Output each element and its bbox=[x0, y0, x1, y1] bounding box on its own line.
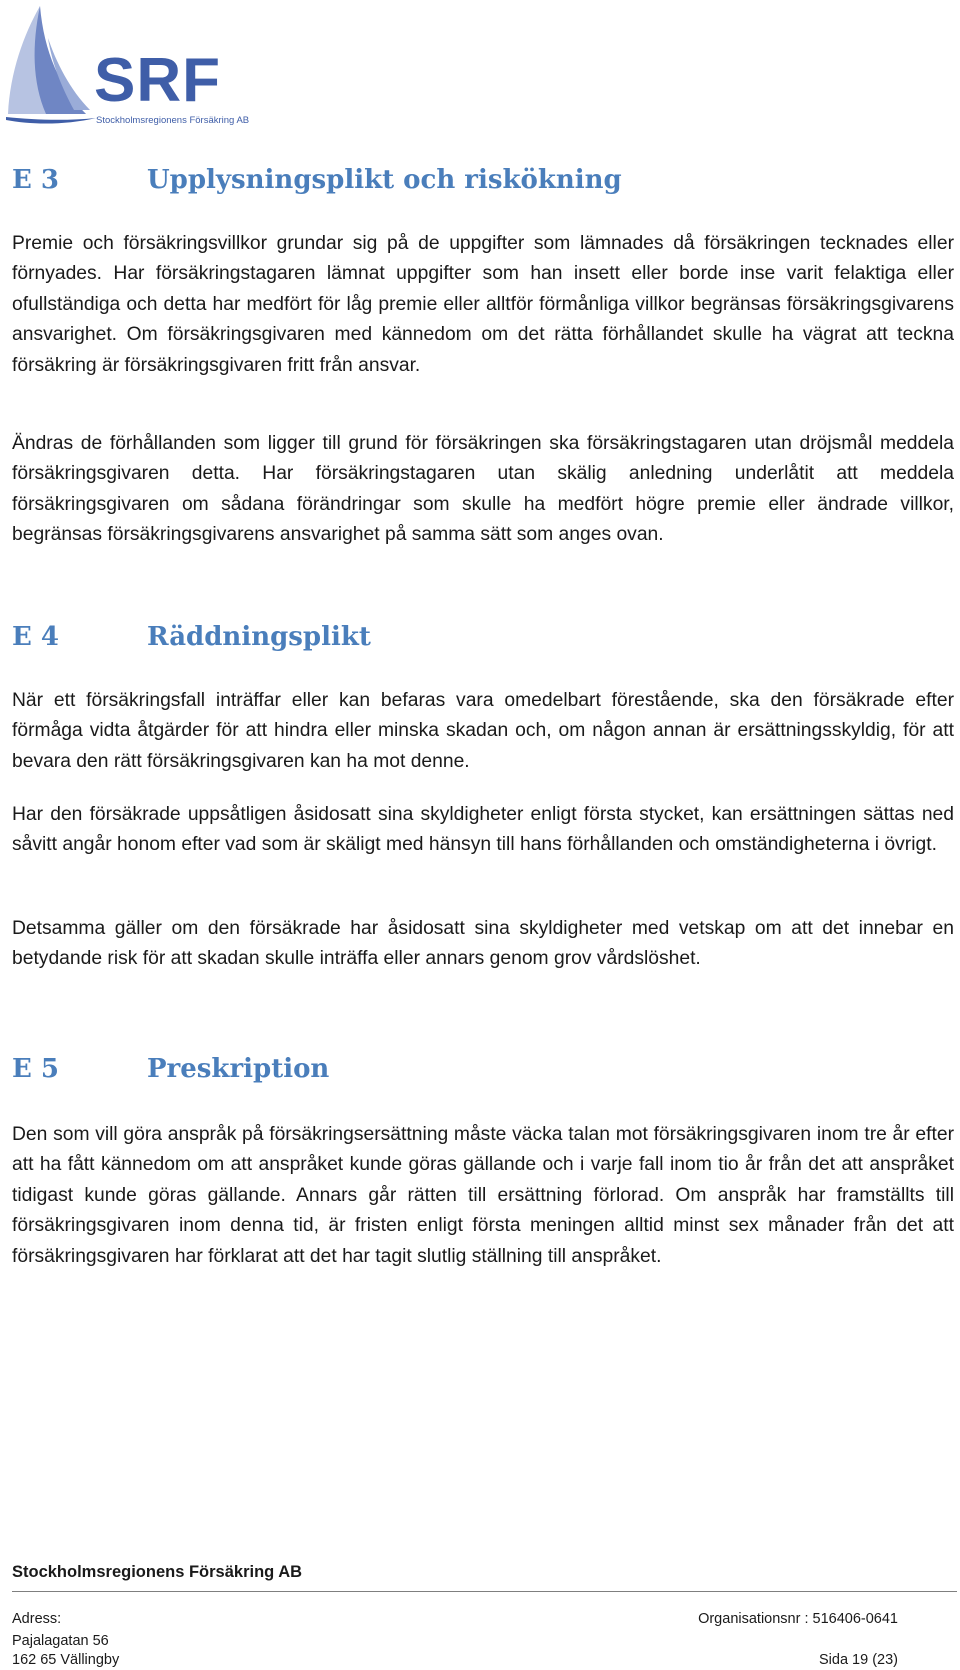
footer-org-number: Organisationsnr : 516406-0641 bbox=[698, 1611, 898, 1627]
footer-divider bbox=[12, 1591, 957, 1592]
section-number: E 5 bbox=[12, 1054, 59, 1084]
footer-page-number: Sida 19 (23) bbox=[819, 1652, 898, 1668]
section-title: Räddningsplikt bbox=[147, 622, 371, 652]
paragraph: När ett försäkringsfall inträffar eller kan befaras vara omedelbart förestående, ska den försäkrade efter förmåga vidta åtgärder för att hindra eller minska skadan och, om någon annan är ersättningsskyldig, för att bevara den rätt försäkringsgivaren kan ha mot denne. bbox=[12, 690, 954, 772]
paragraph: Premie och försäkringsvillkor grundar sig på de uppgifter som lämnades då försäkringen tecknades eller förnyades. Har försäkringstagaren lämnat uppgifter som han insett eller borde inse varit felaktiga eller ofullständiga och detta har medfört för låg premie eller alltför förmånliga villkor begränsas försäkringsgivarens ansvarighet. Om försäkringsgivaren med kännedom om det rätta förhållandet skulle ha vägrat att teckna försäkring är försäkringsgivaren fritt från ansvar. bbox=[12, 233, 954, 376]
footer-street: Pajalagatan 56 bbox=[12, 1633, 109, 1649]
paragraph: Detsamma gäller om den försäkrade har åsidosatt sina skyldigheter med vetskap om att det innebar en betydande risk för att skadan skulle inträffa eller annars genom grov vårdslöshet. bbox=[12, 918, 954, 970]
logo-tagline: Stockholmsregionens Försäkring AB bbox=[96, 115, 250, 126]
footer-address-label: Adress: bbox=[12, 1611, 62, 1627]
logo-wordmark: SRF bbox=[94, 46, 221, 115]
section-number: E 4 bbox=[12, 622, 59, 652]
footer-postal: 162 65 Vällingby bbox=[12, 1652, 120, 1668]
paragraph: Har den försäkrade uppsåtligen åsidosatt sina skyldigheter enligt första stycket, kan ersättningen sättas ned såvitt angår honom efter vad som är skäligt med hänsyn till hans förhållanden och omständigheterna i övrigt. bbox=[12, 804, 954, 856]
section-title: Upplysningsplikt och riskökning bbox=[147, 165, 622, 195]
paragraph: Ändras de förhållanden som ligger till grund för försäkringen ska försäkringstagaren utan dröjsmål meddela försäkringsgivaren detta. Har försäkringstagaren utan skälig anledning underlåtit att meddela försäkringsgivaren om sådana förändringar som skulle ha medfört högre premie eller ändrade villkor, begränsas försäkringsgivarens ansvarighet på samma sätt som anges ovan. bbox=[12, 433, 954, 546]
paragraph: Den som vill göra anspråk på försäkringsersättning måste väcka talan mot försäkringsgivaren inom tre år efter att ha fått kännedom om att anspråket kunde göras gällande och i varje fall inom tio år från det att anspråket tidigast kunde göras gällande. Annars går rätten till ersättning förlorad. Om anspråk har framställts till försäkringsgivaren inom denna tid, är fristen enligt första meningen alltid minst sex månader från det att försäkringsgivaren har förklarat att det har tagit slutlig ställning till anspråket. bbox=[12, 1124, 954, 1267]
srf-logo bbox=[4, 4, 254, 126]
section-title: Preskription bbox=[147, 1054, 330, 1084]
section-number: E 3 bbox=[12, 165, 59, 195]
footer-company-name: Stockholmsregionens Försäkring AB bbox=[12, 1563, 303, 1581]
